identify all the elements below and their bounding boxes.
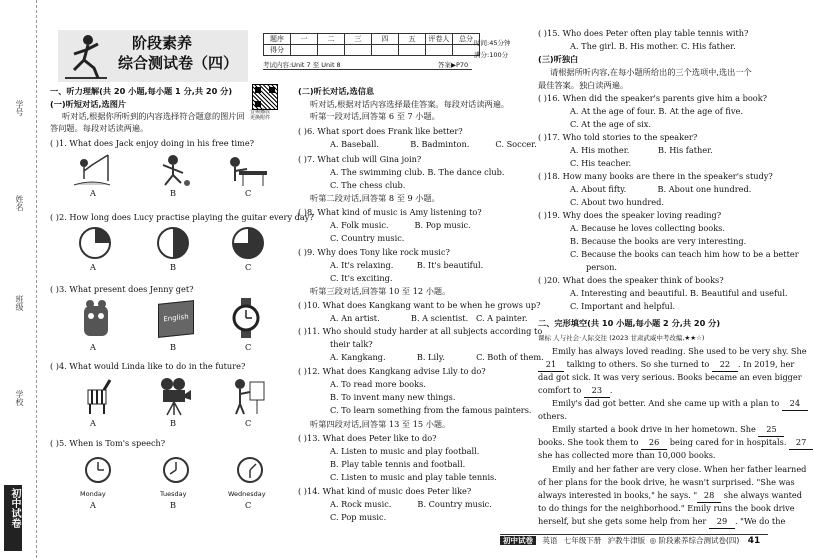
q5-day-b: Tuesday <box>160 490 187 498</box>
blank-21[interactable]: 21 <box>538 359 564 372</box>
question-9[interactable]: ( )9. Why does Tony like rock music? <box>298 247 450 257</box>
passage-line-14: herself, but she gets some help from her 29 . "We do the <box>538 516 785 529</box>
margin-class: 班级 <box>15 295 24 311</box>
subsection-3-instruction: 请根据所听内容,在每小题所给出的三个选项中,选出一个 <box>550 67 752 77</box>
passage-line-9: she has collected more than 10,000 books. <box>538 450 716 460</box>
q12-option-a: A. To read more books. <box>330 379 426 389</box>
blank-26[interactable]: 26 <box>641 437 667 450</box>
passage-line-6: others. <box>538 411 568 421</box>
clock-tuesday-icon <box>162 456 190 486</box>
q7-options: A. The swimming club. B. The dance club. <box>330 167 505 177</box>
english-book-icon: English <box>158 300 194 338</box>
clock-quarter-icon <box>78 226 112 260</box>
title-banner <box>58 30 248 82</box>
blank-24[interactable]: 24 <box>782 398 808 411</box>
footer-separator: ◎ <box>649 536 657 545</box>
question-12[interactable]: ( )12. What does Kangkang advise Lily to do? <box>298 366 486 376</box>
passage-line-10: Emily and her father are very close. When her father learned <box>552 464 807 474</box>
margin-school: 学校 <box>15 390 24 406</box>
question-13[interactable]: ( )13. What does Peter like to do? <box>298 433 437 443</box>
question-17[interactable]: ( )17. Who told stories to the speaker? <box>538 132 698 142</box>
q5-label-b: B <box>170 500 177 510</box>
q8-option-c: C. Country music. <box>330 233 405 243</box>
subsection-2-instruction: 听对话,根据对话内容选择最佳答案。每段对话读两遍。 <box>310 99 510 109</box>
question-10[interactable]: ( )10. What does Kangkang want to be when he grows up? <box>298 300 541 310</box>
question-4[interactable]: ( )4. What would Linda like to do in the future? <box>50 361 246 371</box>
question-8[interactable]: ( )8. What kind of music is Amy listening to? <box>298 207 482 217</box>
q17-option-c: C. His teacher. <box>570 158 632 168</box>
q16-options: A. At the age of four. B. At the age of five. <box>570 106 743 116</box>
margin-student-no: 学号 <box>15 100 24 116</box>
page-number: 41 <box>747 536 761 546</box>
score-cell[interactable] <box>399 45 426 56</box>
question-15[interactable]: ( )15. Who does Peter often play table tennis with? <box>538 28 749 38</box>
question-20[interactable]: ( )20. What does the speaker think of books? <box>538 275 724 285</box>
clock-half-icon <box>156 226 190 260</box>
question-18[interactable]: ( )18. How many books are there in the speaker's study? <box>538 171 773 181</box>
section-1-title: 一、听力理解(共 20 小题,每小题 1 分,共 20 分) <box>50 86 233 96</box>
passage-line-8: books. She took them to 26 being cared for in hospitals. 27 <box>538 437 813 450</box>
q14-option-c: C. Pop music. <box>330 512 387 522</box>
blank-25[interactable]: 25 <box>758 424 784 437</box>
subsection-1-instruction-2: 答问题。每段对话读两遍。 <box>50 123 149 133</box>
score-cell[interactable] <box>291 45 318 56</box>
dialog-1-note: 听第一段对话,回答第 6 至 7 小题。 <box>310 111 440 121</box>
passage-line-7: Emily started a book drive in her hometown. She 25 <box>552 424 784 437</box>
drawing-at-desk-icon <box>225 153 269 187</box>
subsection-3-instruction-2: 最佳答案。独白读两遍。 <box>538 80 629 90</box>
clock-wednesday-icon <box>236 456 264 486</box>
q3-label-b: B <box>170 342 177 352</box>
passage-line-2: 21 talking to others. So she turned to 22 . In 2019, her <box>538 359 794 372</box>
passage-line-11: of her plans for the book drive, he wasn't surprised. "She was <box>538 477 795 487</box>
q4-label-b: B <box>170 418 177 428</box>
blank-28[interactable]: 28 <box>697 490 721 503</box>
question-7[interactable]: ( )7. What club will Gina join? <box>298 154 422 164</box>
passage-line-5: Emily's dad got better. And she came up with a plan to 24 <box>552 398 808 411</box>
q1-label-c: C <box>245 188 252 198</box>
footer-test-title: 阶段素养综合测试卷(四) <box>658 536 740 545</box>
question-3[interactable]: ( )3. What present does Jenny get? <box>50 284 194 294</box>
footer-edition: 沪教牛津版 <box>607 536 646 545</box>
q1-label-a: A <box>90 188 96 198</box>
subsection-1-title: (一)听短对话,选图片 <box>50 99 127 109</box>
score-cell[interactable] <box>318 45 345 56</box>
q5-label-c: C <box>245 500 252 510</box>
q19-option-b: B. Because the books are very interesting. <box>570 236 747 246</box>
q12-option-c: C. To learn something from the famous painters. <box>330 405 532 415</box>
footer-grade: 七年级下册 <box>563 536 602 545</box>
q2-label-b: B <box>170 262 177 272</box>
dialog-3-note: 听第三段对话,回答第 10 至 12 小题。 <box>310 286 451 296</box>
clock-three-quarter-icon <box>231 226 265 260</box>
qr-caption: 音频播放 更换附件 <box>250 109 271 121</box>
passage-line-13: to do things for the neighborhood." Emily runs the book drive <box>538 503 795 513</box>
q3-label-a: A <box>90 342 96 352</box>
topic-tag: 课标 人与社会·人际交往 (2023 甘肃武威中考改编,★★☆) <box>538 334 705 342</box>
q6-options: A. Baseball. B. Badminton. C. Soccer. <box>330 139 537 149</box>
exam-full-score: 满分:100分 <box>474 51 509 59</box>
movie-camera-icon <box>157 376 193 416</box>
blank-22[interactable]: 22 <box>712 359 738 372</box>
q5-day-a: Monday <box>80 490 106 498</box>
q13-option-a: A. Listen to music and play football. <box>330 446 480 456</box>
score-table-header: 题序 一 二 三 四 五 评卷人 总分 <box>264 34 480 45</box>
section-2-title: 二、完形填空(共 10 小题,每小题 2 分,共 20 分) <box>538 318 721 328</box>
score-cell[interactable] <box>345 45 372 56</box>
q11-options: A. Kangkang. B. Lily. C. Both of them. <box>330 352 544 362</box>
q13-option-c: C. Listen to music and play table tennis. <box>330 472 497 482</box>
question-14[interactable]: ( )14. What kind of music does Peter like? <box>298 486 472 496</box>
q7-option-c: C. The chess club. <box>330 180 406 190</box>
q3-label-c: C <box>245 342 252 352</box>
q17-options: A. His mother. B. His father. <box>570 145 713 155</box>
subsection-2-title: (二)听长对话,选信息 <box>298 86 375 96</box>
footer-brand: 初中试卷 <box>500 536 536 545</box>
cut-line <box>36 0 37 558</box>
subsection-3-title: (三)听独白 <box>538 54 579 64</box>
question-11[interactable]: ( )11. Who should study harder at all subjects according to <box>298 326 543 336</box>
q10-options: A. An artist. B. A scientist. C. A painter. <box>330 313 528 323</box>
score-cell[interactable] <box>372 45 399 56</box>
blank-27[interactable]: 27 <box>789 437 813 450</box>
football-player-icon <box>153 153 193 187</box>
q18-options: A. About fifty. B. About one hundred. <box>570 184 752 194</box>
passage-line-3: dad got sick. It was very serious. Books became an even bigger <box>538 372 802 382</box>
q14-options: A. Rock music. B. Country music. <box>330 499 492 509</box>
blank-23[interactable]: 23 <box>584 385 610 398</box>
q8-options: A. Folk music. B. Pop music. <box>330 220 471 230</box>
score-table-row: 得分 <box>264 45 480 56</box>
passage-line-1: Emily has always loved reading. She used to be very shy. She <box>552 346 807 356</box>
binding-margin <box>0 0 42 558</box>
backpack-icon <box>78 298 114 338</box>
painter-icon <box>230 376 266 416</box>
wristwatch-icon <box>228 298 264 338</box>
q4-label-c: C <box>245 418 252 428</box>
q5-label-a: A <box>90 500 96 510</box>
score-cell[interactable] <box>426 45 453 56</box>
q15-options: A. The girl. B. His mother. C. His father. <box>570 41 736 51</box>
q9-option-c: C. It's exciting. <box>330 273 393 283</box>
qr-code[interactable] <box>252 84 278 110</box>
runner-illustration-icon <box>60 32 112 80</box>
q19-option-a: A. Because he loves collecting books. <box>570 223 725 233</box>
brand-logo: 初中试卷 <box>4 485 22 551</box>
question-6[interactable]: ( )6. What sport does Frank like better? <box>298 126 463 136</box>
exam-time: 时间:45分钟 <box>474 39 511 47</box>
header-divider <box>263 69 472 70</box>
q19-option-c-cont: person. <box>586 262 618 272</box>
q4-label-a: A <box>90 418 96 428</box>
q19-option-c: C. Because the books can teach him how to be a better <box>570 249 799 259</box>
q18-option-c: C. About two hundred. <box>570 197 664 207</box>
clock-monday-icon <box>84 456 112 486</box>
zebra-icon <box>80 376 114 416</box>
q9-options: A. It's relaxing. B. It's beautiful. <box>330 260 484 270</box>
question-2[interactable]: ( )2. How long does Lucy practise playing the guitar every day? <box>50 212 314 222</box>
q1-label-b: B <box>170 188 177 198</box>
title-line-1: 阶段素养 <box>132 34 193 52</box>
q13-option-b: B. Play table tennis and football. <box>330 459 466 469</box>
q2-label-c: C <box>245 262 252 272</box>
footer-subject: 英语 <box>542 536 558 545</box>
score-table <box>263 33 480 56</box>
passage-line-12: always interested in books," he says. " 28 she always wanted <box>538 490 802 503</box>
dialog-2-note: 听第二段对话,回答第 8 至 9 小题。 <box>310 193 440 203</box>
question-19[interactable]: ( )19. Why does the speaker loving reading? <box>538 210 722 220</box>
question-16[interactable]: ( )16. When did the speaker's parents give him a book? <box>538 93 768 103</box>
blank-29[interactable]: 29 <box>709 516 735 529</box>
q20-option-c: C. Important and helpful. <box>570 301 676 311</box>
q20-options: A. Interesting and beautiful. B. Beautiful and useful. <box>570 288 788 298</box>
exam-scope: 考试内容:Unit 7 至 Unit 8 <box>263 61 341 69</box>
question-11-cont: their talk? <box>330 339 373 349</box>
page-footer <box>500 534 768 549</box>
q2-label-a: A <box>90 262 96 272</box>
question-1[interactable]: ( )1. What does Jack enjoy doing in his free time? <box>50 138 255 148</box>
dialog-4-note: 听第四段对话,回答第 13 至 15 小题。 <box>310 419 451 429</box>
q5-day-c: Wednesday <box>228 490 266 498</box>
q12-option-b: B. To invent many new things. <box>330 392 456 402</box>
q16-option-c: C. At the age of six. <box>570 119 652 129</box>
title-line-2: 综合测试卷（四） <box>118 54 239 72</box>
answer-reference: 答案▶P70 <box>438 61 469 69</box>
margin-name: 姓名 <box>15 195 24 211</box>
subsection-1-instruction: 听对话,根据你所听到的内容选择符合题意的图片回 <box>62 111 245 121</box>
passage-line-4: comfort to 23 . <box>538 385 612 398</box>
question-5[interactable]: ( )5. When is Tom's speech? <box>50 438 166 448</box>
fishing-icon <box>72 153 112 187</box>
